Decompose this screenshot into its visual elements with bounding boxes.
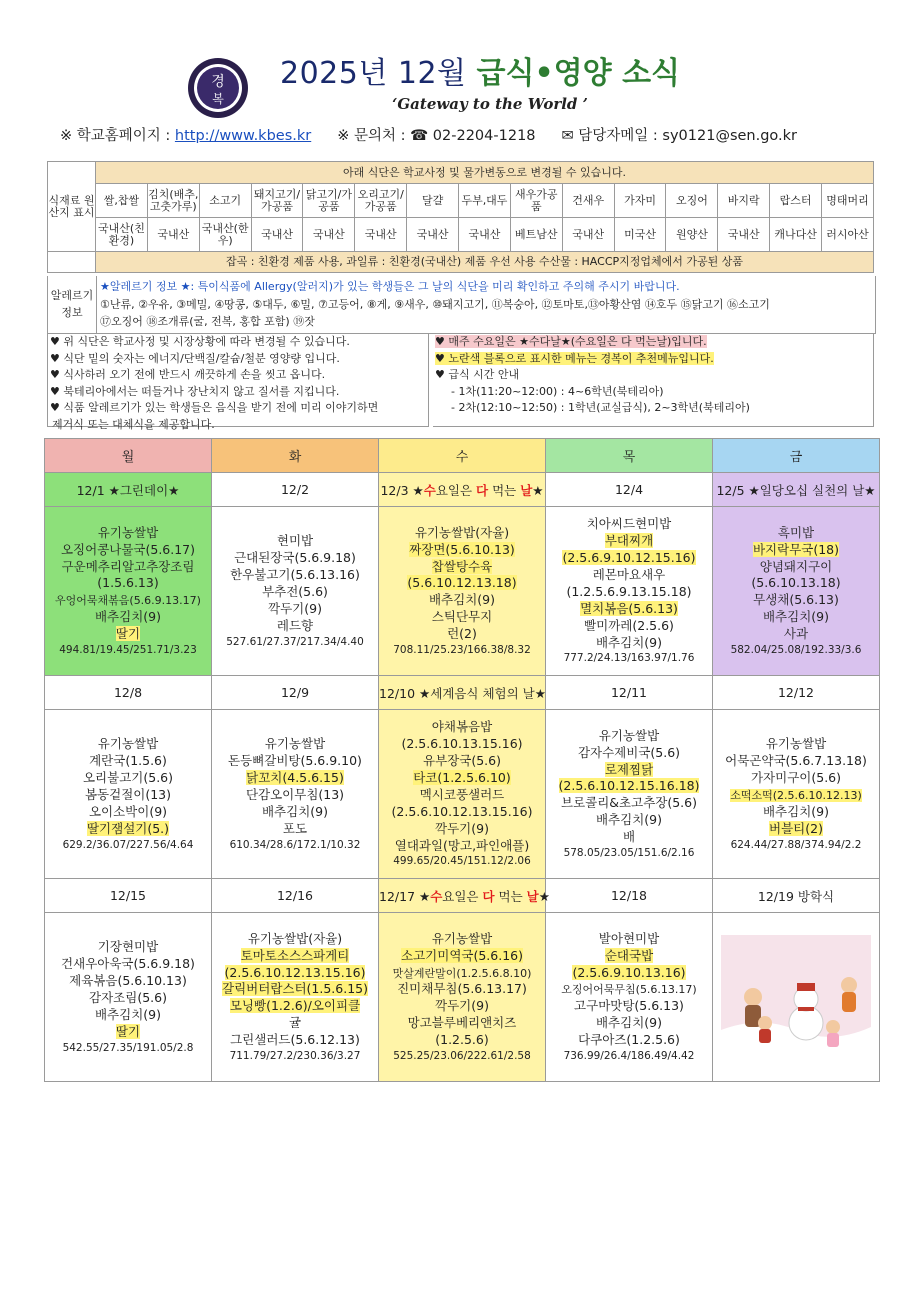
menu-item: 레몬마요새우 bbox=[592, 567, 666, 583]
menu-item: 양념돼지구이 bbox=[759, 558, 833, 574]
menu-item: 발아현미밥 bbox=[598, 930, 660, 946]
origin-country: 러시아산 bbox=[822, 218, 874, 252]
menu-item: 열대과일(망고,파인애플) bbox=[394, 837, 530, 853]
menu-item: 유기농쌀밥 bbox=[765, 736, 827, 752]
menu-item: 짜장면(5.6.10.13) bbox=[409, 541, 515, 557]
menu-item: 순대국밥 bbox=[604, 947, 654, 963]
school-logo bbox=[187, 57, 249, 119]
menu-item: 소떡소떡(2.5.6.10.12.13) bbox=[730, 788, 862, 802]
origin-country: 국내산 bbox=[303, 218, 355, 252]
menu-item: 멕시코풍샐러드 bbox=[419, 786, 505, 802]
day-header-thu: 목 bbox=[546, 439, 713, 473]
origin-item: 쌀,찹쌀 bbox=[96, 184, 148, 218]
menu-item: 깍두기(9) bbox=[268, 600, 322, 616]
menu-item: 단감오이무침(13) bbox=[245, 786, 345, 802]
origin-country: 국내산 bbox=[459, 218, 511, 252]
menu-item: 토마토소스스파게티 bbox=[240, 947, 350, 963]
menu-item: 버블티(2) bbox=[769, 820, 823, 836]
date-cell: 12/11 bbox=[546, 676, 713, 710]
menu-cell bbox=[212, 913, 379, 1082]
inquiry bbox=[337, 124, 535, 146]
menu-item: 돈등뼈갈비탕(5.6.9.10) bbox=[228, 753, 362, 769]
origin-item: 달걀 bbox=[407, 184, 459, 218]
page-title bbox=[280, 48, 740, 92]
menu-item: 감자수제비국(5.6) bbox=[577, 744, 681, 760]
menu-item: 포도 bbox=[282, 820, 308, 836]
menu-item: 찹쌀탕수육 bbox=[431, 558, 493, 574]
origin-item: 새우가공품 bbox=[510, 184, 562, 218]
menu-item: 딸기 bbox=[115, 626, 141, 642]
day-header-tue: 화 bbox=[212, 439, 379, 473]
origin-item: 바지락 bbox=[718, 184, 770, 218]
notice-item: ♥ 식단 밑의 숫자는 에너지/단백질/칼슘/철분 영양량 입니다. bbox=[50, 351, 340, 365]
origin-country: 국내산 bbox=[562, 218, 614, 252]
menu-item: 귤 bbox=[288, 1015, 302, 1031]
menu-item: 고구마맛탕(5.6.13) bbox=[574, 998, 684, 1014]
menu-item: 오리불고기(5.6) bbox=[82, 770, 173, 786]
date-cell: 12/8 bbox=[45, 676, 212, 710]
menu-cell bbox=[713, 710, 880, 879]
menu-item: (5.6.10.13.18) bbox=[751, 575, 841, 591]
allergy-box bbox=[47, 276, 876, 334]
email-address: sy0121@sen.go.kr bbox=[662, 128, 798, 144]
menu-item: 유기농쌀밥(자율) bbox=[247, 930, 343, 946]
homepage bbox=[60, 124, 311, 146]
menu-item: 배추김치(9) bbox=[595, 634, 662, 650]
nutrition-info: 582.04/25.08/192.33/3.6 bbox=[730, 643, 862, 656]
menu-item: 유기농쌀밥 bbox=[431, 930, 493, 946]
menu-item: 배 bbox=[622, 829, 636, 845]
inquiry-phone: ☎ 02-2204-1218 bbox=[410, 128, 536, 144]
date-text-part: 먹는 bbox=[494, 888, 527, 904]
menu-cell bbox=[713, 913, 880, 1082]
origin-item: 닭고기/가공품 bbox=[303, 184, 355, 218]
menu-item: 타코(1.2.5.6.10) bbox=[413, 770, 511, 786]
menu-item: 오징어콩나물국(5.6.17) bbox=[60, 541, 196, 557]
menu-item: 한우불고기(5.6.13.16) bbox=[230, 567, 360, 583]
menu-item: 로제찜닭 bbox=[604, 761, 654, 777]
menu-cell bbox=[546, 913, 713, 1082]
allergy-side-label: 알레르기 정보 bbox=[48, 276, 97, 333]
menu-item: 깍두기(9) bbox=[435, 998, 489, 1014]
menu-item: 가자미구이(5.6) bbox=[750, 770, 841, 786]
menu-item: 딸기잼설기(5.) bbox=[86, 820, 170, 836]
menu-item: 부추전(5.6) bbox=[262, 583, 328, 599]
contact-bar bbox=[60, 124, 900, 146]
origin-country: 베트남산 bbox=[510, 218, 562, 252]
menu-item: 유기농쌀밥(자율) bbox=[414, 524, 510, 540]
date-text-part: 먹는 bbox=[488, 482, 521, 498]
date-text-part: 날 bbox=[520, 482, 533, 498]
date-text-part: 수 bbox=[430, 888, 443, 904]
menu-item: 우엉어묵채볶음(5.6.9.13.17) bbox=[55, 594, 201, 608]
menu-item: 깍두기(9) bbox=[435, 820, 489, 836]
menu-item: 맛살계란말이(1.2.5.6.8.10) bbox=[392, 966, 532, 980]
menu-item: 스틱단무지 bbox=[431, 609, 493, 625]
date-text-part: 요일은 bbox=[435, 482, 477, 498]
menu-item: (1.2.5.6) bbox=[435, 1032, 489, 1048]
menu-item: 현미밥 bbox=[276, 533, 314, 549]
notice-item: ♥ 식사하러 오기 전에 반드시 깨끗하게 손을 씻고 옵니다. bbox=[50, 368, 326, 381]
menu-item: 닭꼬치(4.5.6.15) bbox=[246, 770, 344, 786]
menu-item: 진미채무침(5.6.13.17) bbox=[397, 981, 527, 997]
menu-item: 야채볶음밥 bbox=[431, 719, 493, 735]
menu-cell bbox=[212, 507, 379, 676]
date-text-part: 다 bbox=[482, 888, 495, 904]
notice-left bbox=[47, 334, 429, 431]
allergy-title: ★알레르기 정보 ★: 특이식품에 Allergy(알러지)가 있는 학생들은 그 날의 식단을 미리 확인하고 주의해 주시기 바랍니다. bbox=[100, 280, 680, 293]
allergy-line1: ①난류, ②우유, ③메밀, ④땅콩, ⑤대두, ⑥밀, ⑦고등어, ⑧게, ⑨새우, ⑩돼지고기, ⑪복숭아, ⑫토마토,⑬아황산염 ⑭호두 ⑮닭고기 ⑯소고기 bbox=[100, 297, 770, 311]
notice-wednesday: ♥ 매주 수요일은 ★수다날★(수요일은 다 먹는날)입니다. bbox=[435, 335, 707, 348]
date-cell bbox=[379, 879, 550, 913]
date-text-part: 요일은 bbox=[442, 888, 483, 904]
menu-cell bbox=[45, 913, 212, 1082]
menu-item: 사과 bbox=[783, 626, 809, 642]
origin-country: 국내산(한우) bbox=[199, 218, 251, 252]
nutrition-info: 629.2/36.07/227.56/4.64 bbox=[62, 838, 194, 851]
menu-item: 계란국(1.5.6) bbox=[89, 753, 167, 769]
nutrition-info: 527.61/27.37/217.34/4.40 bbox=[226, 635, 364, 648]
menu-cell bbox=[713, 507, 880, 676]
origin-country: 국내산 bbox=[251, 218, 303, 252]
origin-country: 캐나다산 bbox=[770, 218, 822, 252]
homepage-link[interactable]: http://www.kbes.kr bbox=[174, 128, 312, 144]
notice-time-1: - 1차(11:20~12:00) : 4~6학년(북테리아) bbox=[451, 384, 664, 398]
notice-time-title: ♥ 급식 시간 안내 bbox=[435, 368, 520, 381]
menu-item: 오이소박이(9) bbox=[88, 803, 168, 819]
nutrition-info: 624.44/27.88/374.94/2.2 bbox=[730, 838, 862, 851]
nutrition-info: 777.2/24.13/163.97/1.76 bbox=[563, 652, 695, 665]
menu-item: 유기농쌀밥 bbox=[264, 736, 326, 752]
menu-item: 제육볶음(5.6.10.13) bbox=[69, 973, 187, 989]
origin-item: 건새우 bbox=[562, 184, 614, 218]
email bbox=[562, 124, 798, 146]
date-cell: 12/5 ★일당오십 실천의 날★ bbox=[713, 473, 880, 507]
menu-item: (2.5.6.10.12.13.15.16) bbox=[224, 964, 366, 980]
date-text-part: 다 bbox=[476, 482, 489, 498]
menu-item: 바지락무국(18) bbox=[752, 541, 840, 557]
menu-item: (2.5.6.10.13.15.16) bbox=[401, 736, 523, 752]
nutrition-info: 708.11/25.23/166.38/8.32 bbox=[393, 643, 531, 656]
nutrition-info: 542.55/27.35/191.05/2.8 bbox=[62, 1041, 194, 1054]
menu-item: 브로콜리&초고추장(5.6) bbox=[561, 795, 697, 811]
menu-item: 무생채(5.6.13) bbox=[753, 592, 839, 608]
origin-item: 오리고기/가공품 bbox=[355, 184, 407, 218]
origin-side-label: 식재료 원산지 표시 bbox=[48, 162, 96, 252]
menu-item: (2.5.6.9.10.12.15.16) bbox=[562, 550, 696, 566]
origin-notice: 아래 식단은 학교사정 및 물가변동으로 변경될 수 있습니다. bbox=[96, 162, 874, 184]
menu-item: 갈릭버터랍스터(1.5.6.15) bbox=[222, 981, 368, 997]
menu-item: 치아씨드현미밥 bbox=[586, 516, 672, 532]
menu-item: 배추김치(9) bbox=[762, 803, 829, 819]
origin-item: 가자미 bbox=[614, 184, 666, 218]
menu-cell bbox=[212, 710, 379, 879]
menu-cell bbox=[45, 710, 212, 879]
origin-country: 국내산 bbox=[407, 218, 459, 252]
notice-item: ♥ 위 식단은 학교사정 및 시장상황에 따라 변경될 수 있습니다. bbox=[50, 335, 350, 348]
menu-item: 유부장국(5.6) bbox=[423, 753, 501, 769]
origin-item: 돼지고기/가공품 bbox=[251, 184, 303, 218]
notice-item: 제거식 또는 대체식을 제공합니다. bbox=[52, 417, 215, 431]
nutrition-info: 578.05/23.05/151.6/2.16 bbox=[563, 846, 695, 859]
homepage-label: ※ 학교홈페이지 : bbox=[60, 128, 171, 144]
menu-item: (5.6.10.12.13.18) bbox=[407, 575, 517, 591]
origin-item: 랍스터 bbox=[770, 184, 822, 218]
menu-item: 유기농쌀밥 bbox=[97, 736, 159, 752]
svg-text:복: 복 bbox=[212, 92, 224, 106]
menu-item: (1.5.6.13) bbox=[97, 575, 159, 591]
nutrition-info: 494.81/19.45/251.71/3.23 bbox=[59, 643, 197, 656]
menu-item: 딸기 bbox=[115, 1023, 141, 1039]
menu-item: 멸치볶음(5.6.13) bbox=[580, 600, 678, 616]
origin-item: 소고기 bbox=[199, 184, 251, 218]
origin-country: 국내산 bbox=[355, 218, 407, 252]
date-text-part: 12/3 ★ bbox=[380, 482, 424, 498]
date-cell: 12/2 bbox=[212, 473, 379, 507]
date-cell: 12/12 bbox=[713, 676, 880, 710]
menu-item: 빨미까레(2.5.6) bbox=[584, 617, 674, 633]
menu-item: 런(2) bbox=[447, 626, 477, 642]
date-cell: 12/19 방학식 bbox=[713, 879, 880, 913]
origin-table bbox=[47, 161, 874, 273]
menu-item: 배추김치(9) bbox=[595, 1015, 662, 1031]
menu-item: 모닝빵(1.2.6)/오이피클 bbox=[229, 998, 361, 1014]
menu-item: 망고블루베리앤치즈 bbox=[407, 1015, 517, 1031]
date-cell: 12/10 ★세계음식 체험의 날★ bbox=[379, 676, 546, 710]
date-cell: 12/16 bbox=[212, 879, 379, 913]
menu-item: 구운메추리알고추장조림 bbox=[61, 558, 195, 574]
origin-item: 두부,대두 bbox=[459, 184, 511, 218]
menu-item: 다쿠아즈(1.2.5.6) bbox=[578, 1032, 680, 1048]
notice-right bbox=[433, 334, 874, 427]
origin-item: 김치(배추,고춧가루) bbox=[147, 184, 199, 218]
notice-item: ♥ 북테리아에서는 떠들거나 장난치지 않고 질서를 지킵니다. bbox=[50, 384, 340, 398]
menu-item: (2.5.6.10.12.13.15.16) bbox=[391, 803, 533, 819]
menu-item: 레드향 bbox=[276, 617, 314, 633]
nutrition-info: 610.34/28.6/172.1/10.32 bbox=[229, 838, 361, 851]
menu-item: 기장현미밥 bbox=[97, 939, 159, 955]
origin-item: 오징어 bbox=[666, 184, 718, 218]
menu-item: 부대찌개 bbox=[604, 533, 654, 549]
date-cell: 12/15 bbox=[45, 879, 212, 913]
notice-item: ♥ 식품 알레르기가 있는 학생들은 음식을 받기 전에 미리 이야기하면 bbox=[50, 401, 379, 414]
menu-item: 그린샐러드(5.6.12.13) bbox=[230, 1032, 360, 1048]
menu-item: 봄동겉절이(13) bbox=[84, 786, 172, 802]
menu-cell bbox=[379, 710, 546, 879]
date-cell: 12/1 ★그린데이★ bbox=[45, 473, 212, 507]
menu-item: 감자조림(5.6) bbox=[89, 989, 167, 1005]
menu-item: (1.2.5.6.9.13.15.18) bbox=[566, 583, 692, 599]
menu-cell bbox=[45, 507, 212, 676]
menu-item: 건새우아욱국(5.6.9.18) bbox=[61, 956, 195, 972]
slogan: ‘Gateway to the World ’ bbox=[392, 95, 588, 113]
date-text-part: ★ bbox=[538, 888, 550, 904]
date-text-part: 수 bbox=[423, 482, 436, 498]
menu-item: (2.5.6.9.10.13.16) bbox=[572, 964, 686, 980]
menu-item: 배추김치(9) bbox=[94, 609, 161, 625]
menu-item: 배추김치(9) bbox=[94, 1006, 161, 1022]
origin-country: 국내산(친환경) bbox=[96, 218, 148, 252]
email-label: ✉ 담당자메일 : bbox=[561, 128, 658, 144]
date-text-part: ★ bbox=[532, 482, 544, 498]
date-cell: 12/9 bbox=[212, 676, 379, 710]
inquiry-label: ※ 문의처 : bbox=[337, 128, 406, 144]
menu-item: (2.5.6.10.12.15.16.18) bbox=[558, 778, 700, 794]
menu-item: 오징어어묵무침(5.6.13.17) bbox=[561, 983, 697, 997]
origin-country: 국내산 bbox=[718, 218, 770, 252]
menu-item: 배추김치(9) bbox=[762, 609, 829, 625]
title-main: 2025년 12월 bbox=[280, 56, 467, 91]
menu-item: 배추김치(9) bbox=[595, 812, 662, 828]
menu-item: 유기농쌀밥 bbox=[97, 524, 159, 540]
nutrition-info: 736.99/26.4/186.49/4.42 bbox=[563, 1049, 695, 1062]
date-text-part: 12/17 ★ bbox=[379, 888, 431, 904]
menu-table bbox=[44, 438, 880, 1082]
date-cell: 12/4 bbox=[546, 473, 713, 507]
allergy-line2: ⑰오징어 ⑱조개류(굴, 전복, 홍합 포함) ⑲잣 bbox=[100, 315, 315, 329]
day-header-mon: 월 bbox=[45, 439, 212, 473]
origin-country: 원양산 bbox=[666, 218, 718, 252]
date-cell: 12/18 bbox=[546, 879, 713, 913]
menu-cell bbox=[546, 710, 713, 879]
origin-footnote: 잡곡 : 친환경 제품 사용, 과일류 : 친환경(국내산) 제품 우선 사용 수산물 : HACCP지정업체에서 가공된 상품 bbox=[96, 252, 874, 273]
date-cell bbox=[379, 473, 546, 507]
day-header-fri: 금 bbox=[713, 439, 880, 473]
origin-country: 미국산 bbox=[614, 218, 666, 252]
title-accent: 급식•영양 소식 bbox=[476, 56, 681, 91]
notice-recommend: ♥ 노란색 블록으로 표시한 메뉴는 경복이 추천메뉴입니다. bbox=[435, 351, 714, 365]
origin-country: 국내산 bbox=[147, 218, 199, 252]
menu-item: 소고기미역국(5.6.16) bbox=[401, 947, 523, 963]
date-text-part: 날 bbox=[526, 888, 539, 904]
origin-item: 명태머리 bbox=[822, 184, 874, 218]
menu-item: 흑미밥 bbox=[777, 524, 815, 540]
svg-text:경: 경 bbox=[211, 74, 225, 90]
menu-item: 배추김치(9) bbox=[428, 592, 495, 608]
menu-cell bbox=[379, 913, 546, 1082]
menu-item: 근대된장국(5.6.9.18) bbox=[234, 550, 356, 566]
day-header-wed: 수 bbox=[379, 439, 546, 473]
winter-illustration bbox=[721, 935, 871, 1055]
nutrition-info: 499.65/20.45/151.12/2.06 bbox=[393, 855, 531, 868]
menu-cell bbox=[546, 507, 713, 676]
nutrition-info: 711.79/27.2/230.36/3.27 bbox=[229, 1049, 361, 1062]
menu-item: 배추김치(9) bbox=[261, 803, 328, 819]
menu-cell bbox=[379, 507, 546, 676]
menu-item: 어묵곤약국(5.6.7.13.18) bbox=[725, 753, 867, 769]
nutrition-info: 525.25/23.06/222.61/2.58 bbox=[393, 1049, 531, 1062]
notice-time-2: - 2차(12:10~12:50) : 1학년(교실급식), 2~3학년(북테리아) bbox=[451, 401, 750, 414]
menu-item: 유기농쌀밥 bbox=[598, 727, 660, 743]
